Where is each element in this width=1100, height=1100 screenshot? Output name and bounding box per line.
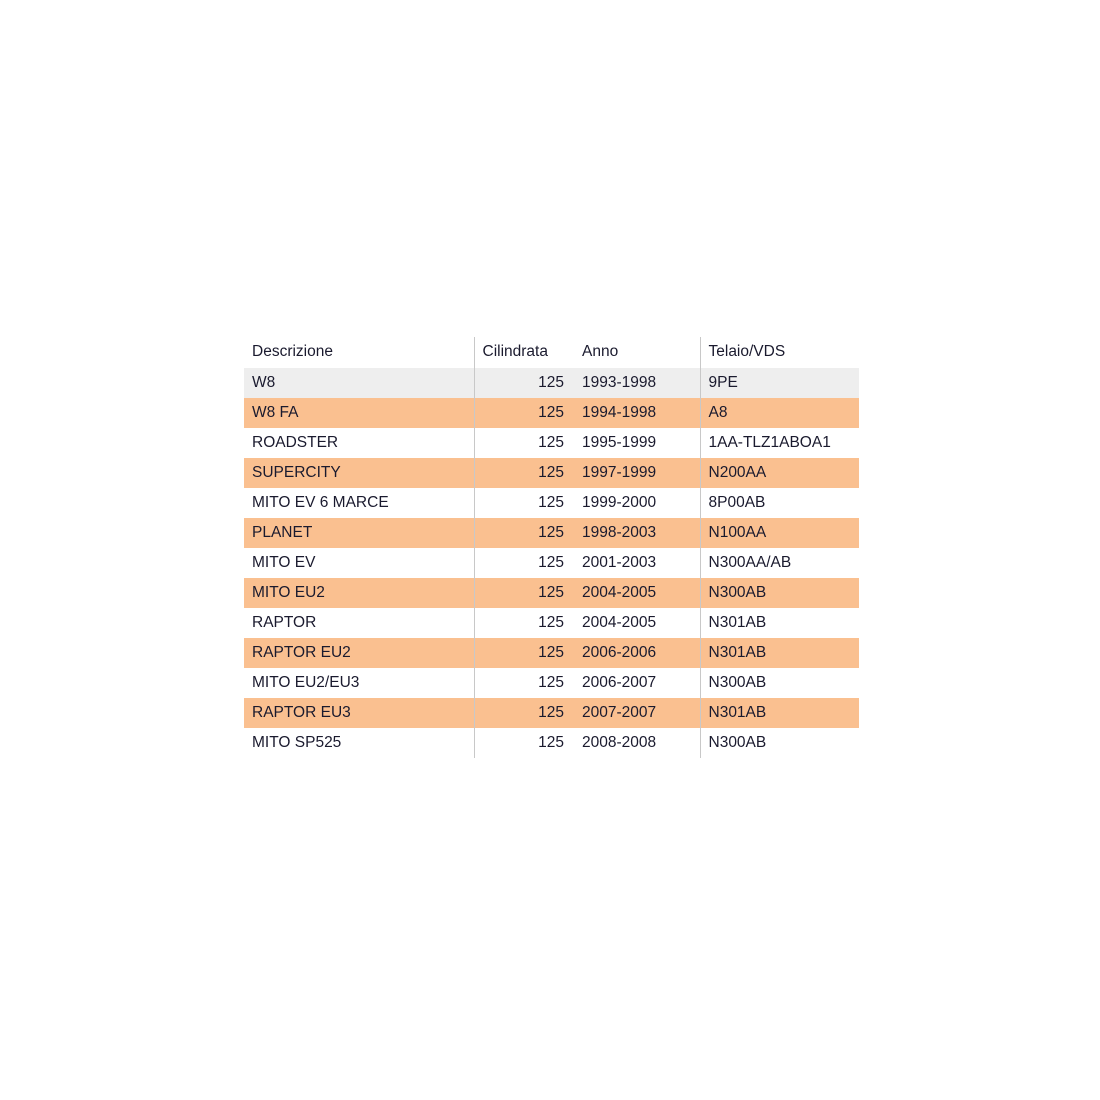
table-row bbox=[244, 728, 859, 758]
cell-descrizione: RAPTOR bbox=[244, 608, 474, 638]
cell-descrizione: SUPERCITY bbox=[244, 458, 474, 488]
cell-cilindrata: 125 bbox=[474, 548, 574, 578]
cell-cilindrata: 125 bbox=[474, 728, 574, 758]
cell-descrizione: W8 bbox=[244, 368, 474, 398]
column-header-cilindrata: Cilindrata bbox=[474, 337, 574, 368]
table-row bbox=[244, 458, 859, 488]
cell-descrizione: PLANET bbox=[244, 518, 474, 548]
cell-anno: 2006-2006 bbox=[574, 638, 700, 668]
column-header-telaio: Telaio/VDS bbox=[700, 337, 859, 368]
cell-telaio: N300AB bbox=[700, 668, 859, 698]
cell-anno: 2006-2007 bbox=[574, 668, 700, 698]
cell-cilindrata: 125 bbox=[474, 578, 574, 608]
cell-cilindrata: 125 bbox=[474, 518, 574, 548]
table-row bbox=[244, 518, 859, 548]
cell-descrizione: MITO EV 6 MARCE bbox=[244, 488, 474, 518]
table-row bbox=[244, 428, 859, 458]
table-header-row bbox=[244, 337, 859, 368]
table-row bbox=[244, 608, 859, 638]
table-row bbox=[244, 668, 859, 698]
cell-anno: 1995-1999 bbox=[574, 428, 700, 458]
cell-anno: 1994-1998 bbox=[574, 398, 700, 428]
table-row bbox=[244, 368, 859, 398]
cell-cilindrata: 125 bbox=[474, 698, 574, 728]
table-row bbox=[244, 548, 859, 578]
cell-descrizione: MITO EV bbox=[244, 548, 474, 578]
cell-anno: 2004-2005 bbox=[574, 578, 700, 608]
column-header-descrizione: Descrizione bbox=[244, 337, 474, 368]
cell-cilindrata: 125 bbox=[474, 398, 574, 428]
table-row bbox=[244, 698, 859, 728]
cell-descrizione: MITO EU2/EU3 bbox=[244, 668, 474, 698]
table-body bbox=[244, 368, 859, 758]
cell-anno: 1997-1999 bbox=[574, 458, 700, 488]
cell-anno: 2001-2003 bbox=[574, 548, 700, 578]
cell-descrizione: RAPTOR EU2 bbox=[244, 638, 474, 668]
cell-telaio: N200AA bbox=[700, 458, 859, 488]
cell-telaio: 9PE bbox=[700, 368, 859, 398]
cell-anno: 2004-2005 bbox=[574, 608, 700, 638]
cell-telaio: N300AA/AB bbox=[700, 548, 859, 578]
cell-telaio: N301AB bbox=[700, 638, 859, 668]
column-header-anno: Anno bbox=[574, 337, 700, 368]
cell-descrizione: MITO EU2 bbox=[244, 578, 474, 608]
cell-cilindrata: 125 bbox=[474, 458, 574, 488]
cell-anno: 2007-2007 bbox=[574, 698, 700, 728]
cell-telaio: N300AB bbox=[700, 578, 859, 608]
cell-anno: 1998-2003 bbox=[574, 518, 700, 548]
cell-descrizione: MITO SP525 bbox=[244, 728, 474, 758]
cell-descrizione: W8 FA bbox=[244, 398, 474, 428]
cell-descrizione: RAPTOR EU3 bbox=[244, 698, 474, 728]
table-row bbox=[244, 638, 859, 668]
cell-telaio: N100AA bbox=[700, 518, 859, 548]
cell-anno: 2008-2008 bbox=[574, 728, 700, 758]
cell-telaio: 1AA-TLZ1ABOA1 bbox=[700, 428, 859, 458]
vehicle-spec-table bbox=[244, 337, 859, 758]
cell-cilindrata: 125 bbox=[474, 428, 574, 458]
cell-telaio: N301AB bbox=[700, 608, 859, 638]
cell-cilindrata: 125 bbox=[474, 488, 574, 518]
cell-descrizione: ROADSTER bbox=[244, 428, 474, 458]
cell-cilindrata: 125 bbox=[474, 668, 574, 698]
cell-cilindrata: 125 bbox=[474, 368, 574, 398]
cell-cilindrata: 125 bbox=[474, 638, 574, 668]
cell-anno: 1999-2000 bbox=[574, 488, 700, 518]
cell-cilindrata: 125 bbox=[474, 608, 574, 638]
cell-telaio: N300AB bbox=[700, 728, 859, 758]
vehicle-spec-table-container bbox=[244, 337, 859, 758]
cell-anno: 1993-1998 bbox=[574, 368, 700, 398]
cell-telaio: A8 bbox=[700, 398, 859, 428]
table-row bbox=[244, 578, 859, 608]
cell-telaio: 8P00AB bbox=[700, 488, 859, 518]
cell-telaio: N301AB bbox=[700, 698, 859, 728]
table-row bbox=[244, 398, 859, 428]
table-header bbox=[244, 337, 859, 368]
table-row bbox=[244, 488, 859, 518]
